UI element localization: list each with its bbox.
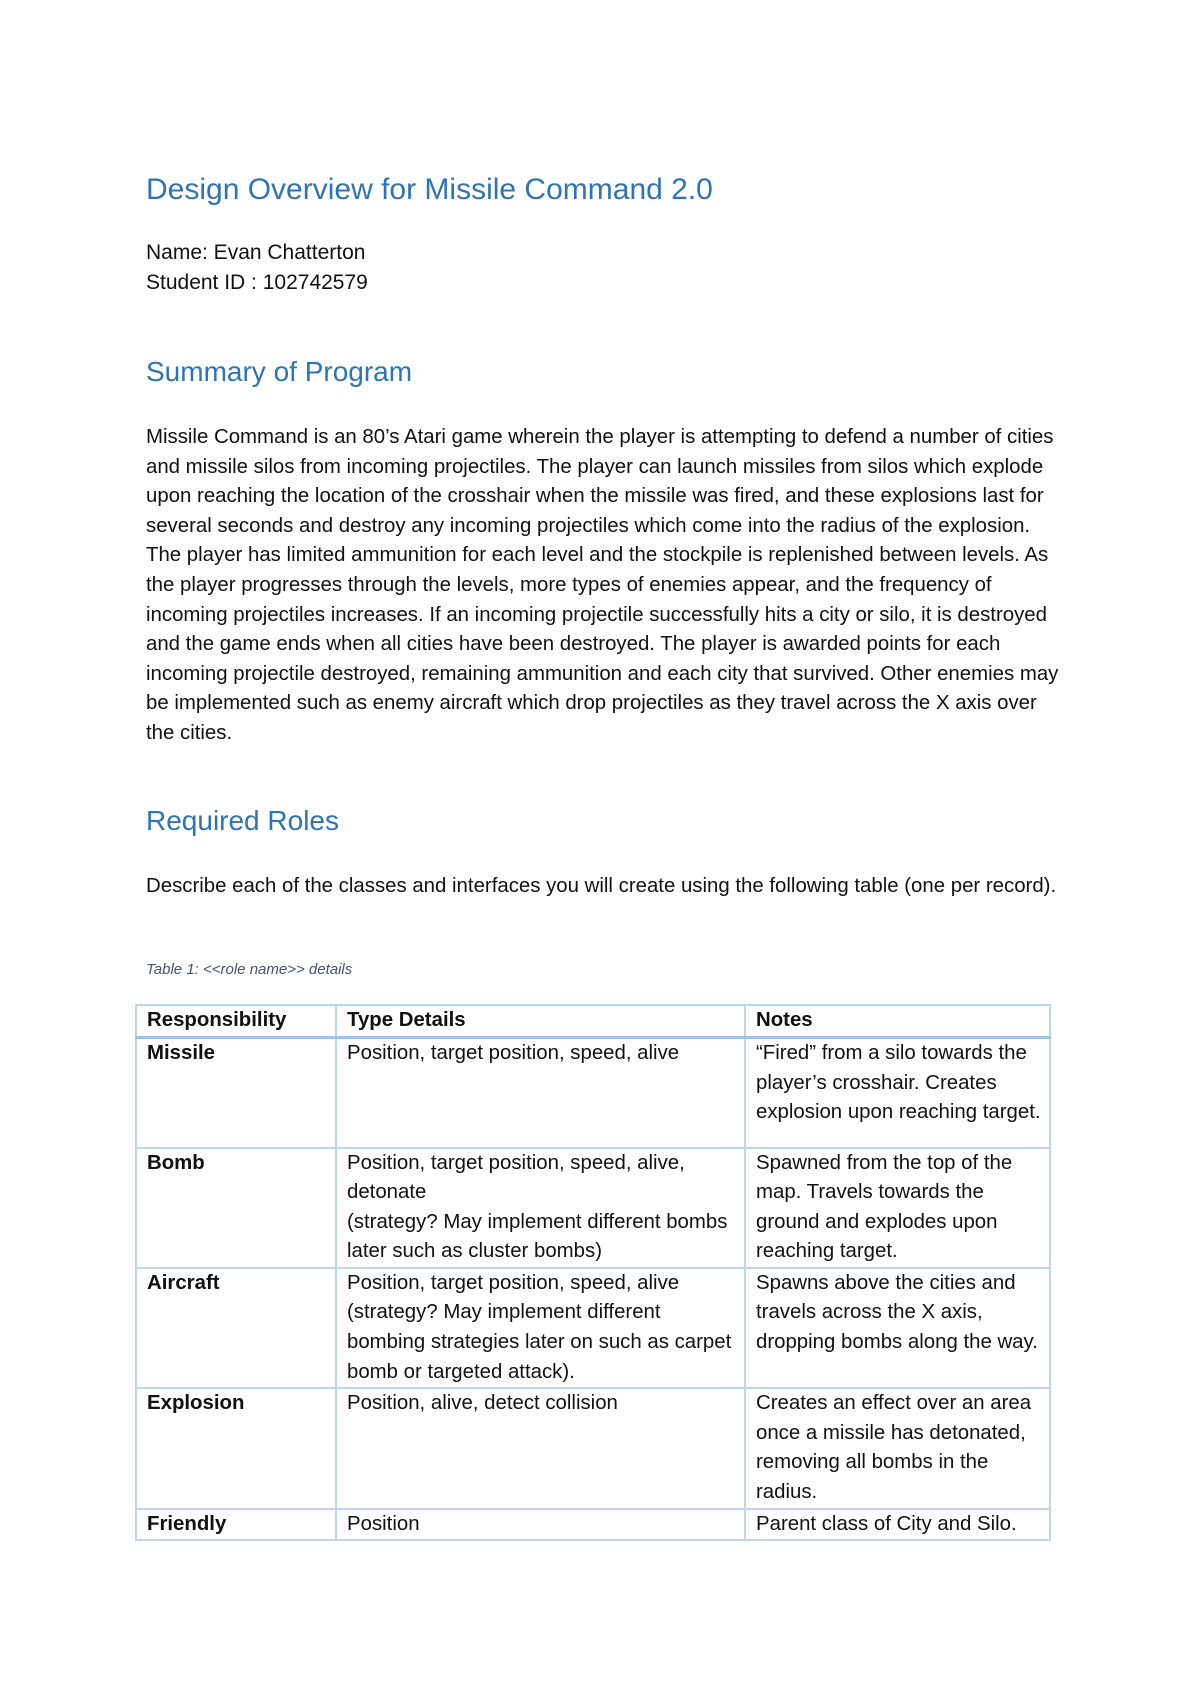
table-row (136, 1509, 1050, 1541)
roles-heading: Required Roles (146, 805, 339, 836)
type-details-text: Position (347, 1512, 420, 1535)
cell-type-details (336, 1268, 745, 1388)
type-details-text: Position, target position, speed, alive, detonate (347, 1151, 685, 1204)
summary-heading: Summary of Program (146, 356, 413, 387)
type-details-text: Position, target position, speed, alive (347, 1271, 680, 1294)
cell-type-details (336, 1038, 745, 1148)
roles-table (135, 1004, 1051, 1541)
type-details-extra: (strategy? May implement different bombs later such as cluster bombs) (347, 1210, 728, 1263)
header-notes: Notes (745, 1005, 1050, 1038)
cell-type-details (336, 1148, 745, 1268)
cell-notes: Creates an effect over an area once a missile has detonated, removing all bombs in the radius. (745, 1388, 1050, 1508)
type-details-extra: (strategy? May implement different bombing strategies later on such as carpet bomb or targeted attack). (347, 1301, 732, 1383)
cell-notes: Spawned from the top of the map. Travels towards the ground and explodes upon reaching target. (745, 1148, 1050, 1268)
document-title: Design Overview for Missile Command 2.0 (146, 173, 713, 206)
table-row (136, 1268, 1050, 1388)
type-details-text: Position, alive, detect collision (347, 1392, 618, 1415)
cell-type-details (336, 1388, 745, 1508)
table-caption: Table 1: <<role name>> details (146, 961, 353, 978)
cell-responsibility: Friendly (136, 1509, 336, 1541)
cell-notes: Spawns above the cities and travels across the X axis, dropping bombs along the way. (745, 1268, 1050, 1388)
summary-paragraph: Missile Command is an 80’s Atari game wherein the player is attempting to defend a number of cities and missile silos from incoming projectiles. The player can launch missiles from silos which explode upon reaching the location of the crosshair when the missile was fired, and these explosions last for several seconds and destroy any incoming projectiles which come into the radius of the explosion. The player has limited ammunition for each level and the stockpile is replenished between levels. As the player progresses through the levels, more types of enemies appear, and the frequency of incoming projectiles increases. If an incoming projectile successfully hits a city or silo, it is destroyed and the game ends when all cities have been destroyed. The player is awarded points for each incoming projectile destroyed, remaining ammunition and each city that survived. Other enemies may be implemented such as enemy aircraft which drop projectiles as they travel across the X axis over the cities. (146, 426, 1059, 744)
type-details-text: Position, target position, speed, alive (347, 1042, 680, 1064)
cell-notes: “Fired” from a silo towards the player’s crosshair. Creates explosion upon reaching target. (745, 1038, 1050, 1148)
header-type-details: Type Details (336, 1005, 745, 1038)
cell-responsibility: Missile (136, 1038, 336, 1148)
cell-responsibility: Bomb (136, 1148, 336, 1268)
cell-notes: Parent class of City and Silo. (745, 1509, 1050, 1541)
cell-responsibility: Explosion (136, 1388, 336, 1508)
author-block (146, 238, 368, 298)
cell-responsibility: Aircraft (136, 1268, 336, 1388)
author-name: Name: Evan Chatterton (146, 241, 366, 264)
table-row (136, 1148, 1050, 1268)
table-row (136, 1388, 1050, 1508)
header-responsibility: Responsibility (136, 1005, 336, 1038)
cell-type-details (336, 1509, 745, 1541)
table-header-row (136, 1005, 1050, 1038)
table-row (136, 1038, 1050, 1148)
roles-intro: Describe each of the classes and interfaces you will create using the following table (one per record). (146, 875, 1057, 897)
student-id: Student ID : 102742579 (146, 271, 368, 294)
